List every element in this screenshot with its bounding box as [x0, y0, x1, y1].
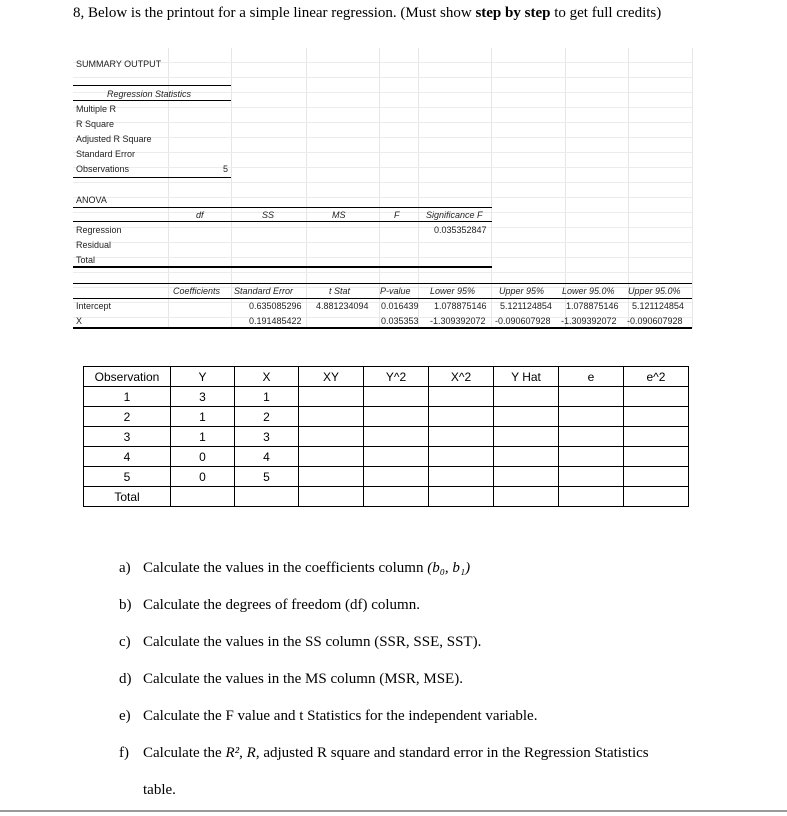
- y-cell: 0: [171, 447, 235, 467]
- anova-row-regression: Regression: [76, 225, 122, 235]
- obs-cell: 4: [84, 447, 171, 467]
- stat-standard-error: Standard Error: [76, 149, 136, 159]
- x-cell: 3: [235, 427, 299, 447]
- coef-header-upper-95: Upper 95%: [499, 286, 545, 296]
- obs-header-xy: XY: [299, 367, 364, 387]
- x-p-value: 0.035353: [381, 316, 419, 326]
- coef-row-intercept-label: Intercept: [76, 301, 112, 311]
- intercept-upper-95: 5.121124854: [500, 301, 552, 311]
- question-d: d) Calculate the values in the MS column (MSR, MSE).: [119, 671, 463, 687]
- obs-cell: 5: [84, 467, 171, 487]
- y-cell: 0: [171, 467, 235, 487]
- anova-row-total: Total: [76, 255, 96, 265]
- obs-cell: 3: [84, 427, 171, 447]
- x-cell: 1: [235, 387, 299, 407]
- intercept-p-value: 0.016439: [381, 301, 419, 311]
- significance-f-value: 0.035352847: [434, 225, 487, 235]
- coef-header-lower-95: Lower 95%: [430, 286, 476, 296]
- regression-statistics-title: Regression Statistics: [107, 89, 192, 99]
- intercept-standard-error: 0.635085296: [249, 301, 302, 311]
- stat-r-square: R Square: [76, 119, 115, 129]
- table-row: [84, 407, 689, 427]
- x-upper-95-0: -0.090607928: [627, 316, 683, 326]
- anova-header-significance-f: Significance F: [426, 210, 483, 220]
- question-b: b) Calculate the degrees of freedom (df) column.: [119, 597, 420, 613]
- y-cell: 1: [171, 427, 235, 447]
- intercept-lower-95-0: 1.078875146: [566, 301, 619, 311]
- x-cell: 5: [235, 467, 299, 487]
- summary-heading: SUMMARY OUTPUT: [76, 59, 162, 69]
- total-label: Total: [84, 487, 171, 507]
- coef-header-coefficients: Coefficients: [173, 286, 221, 296]
- coef-header-standard-error: Standard Error: [234, 286, 294, 296]
- stat-adjusted-r-square: Adjusted R Square: [76, 134, 152, 144]
- x-lower-95: -1.309392072: [430, 316, 486, 326]
- obs-header-y: Y: [171, 367, 235, 387]
- y-cell: 3: [171, 387, 235, 407]
- obs-header-observation: Observation: [84, 367, 171, 387]
- intercept-t-stat: 4.881234094: [316, 301, 369, 311]
- table-row: [84, 427, 689, 447]
- anova-header-ms: MS: [332, 210, 346, 220]
- question-a: a) Calculate the values in the coefficients column (b₀, b₁): [119, 560, 471, 576]
- x-upper-95: -0.090607928: [495, 316, 551, 326]
- anova-heading: ANOVA: [76, 195, 107, 205]
- obs-cell: 2: [84, 407, 171, 427]
- obs-header-yhat: Y Hat: [494, 367, 559, 387]
- x-lower-95-0: -1.309392072: [561, 316, 617, 326]
- anova-header-f: F: [394, 210, 400, 220]
- stat-multiple-r: Multiple R: [76, 104, 117, 114]
- question-f-continuation: table.: [143, 782, 176, 798]
- intercept-upper-95-0: 5.121124854: [632, 301, 684, 311]
- observations-value: 5: [223, 164, 229, 174]
- table-row: [84, 447, 689, 467]
- stat-observations: Observations: [76, 164, 130, 174]
- anova-header-ss: SS: [262, 210, 275, 220]
- intercept-lower-95: 1.078875146: [434, 301, 487, 311]
- obs-cell: 1: [84, 387, 171, 407]
- question-e: e) Calculate the F value and t Statistics for the independent variable.: [119, 708, 538, 724]
- table-row: [84, 467, 689, 487]
- coef-header-p-value: P-value: [380, 286, 411, 296]
- question-c: c) Calculate the values in the SS column (SSR, SSE, SST).: [119, 634, 482, 650]
- obs-header-row: [84, 367, 689, 387]
- total-row: [84, 487, 689, 507]
- anova-row-residual: Residual: [76, 240, 112, 250]
- obs-header-x2: X^2: [429, 367, 494, 387]
- x-standard-error: 0.191485422: [249, 316, 302, 326]
- x-cell: 4: [235, 447, 299, 467]
- obs-header-e2: e^2: [624, 367, 689, 387]
- question-title: 8, Below is the printout for a simple linear regression. (Must show step by step to get full credits): [73, 5, 662, 21]
- obs-header-x: X: [235, 367, 299, 387]
- coef-row-x-label: X: [76, 316, 83, 326]
- coef-header-t-stat: t Stat: [329, 286, 351, 296]
- coef-header-lower-95-0: Lower 95.0%: [562, 286, 615, 296]
- question-f: f) Calculate the R², R, adjusted R square and standard error in the Regression Statistics: [119, 745, 649, 761]
- anova-header-df: df: [196, 210, 204, 220]
- obs-header-y2: Y^2: [364, 367, 429, 387]
- observation-table: [83, 366, 689, 507]
- table-row: [84, 387, 689, 407]
- coef-header-upper-95-0: Upper 95.0%: [628, 286, 681, 296]
- x-cell: 2: [235, 407, 299, 427]
- page-bottom-border: [0, 810, 787, 812]
- obs-header-e: e: [559, 367, 624, 387]
- y-cell: 1: [171, 407, 235, 427]
